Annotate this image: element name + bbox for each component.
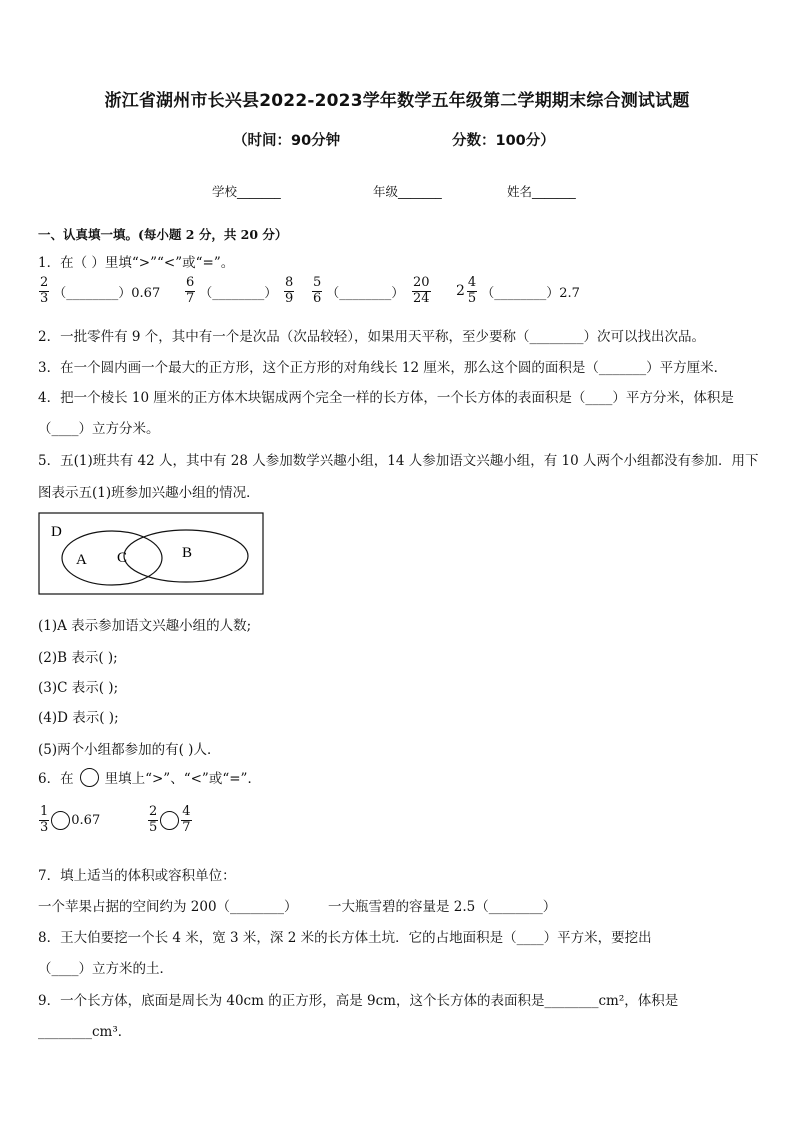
q6-item-2 bbox=[148, 805, 192, 836]
q1-blank-3[interactable]: （________） bbox=[326, 285, 405, 301]
venn-diagram bbox=[38, 512, 265, 596]
q7-text: 7．填上适当的体积或容积单位： bbox=[38, 868, 236, 884]
q5-sub-3: (3)C 表示( ); bbox=[38, 680, 119, 696]
q1-item-4 bbox=[312, 276, 404, 307]
q9-line-1: 9．一个长方体，底面是周长为 40cm 的正方形，高是 9cm，这个长方体的表面积是________cm²，体积是 bbox=[38, 993, 679, 1009]
fraction: $\frac{2}{5}$ bbox=[149, 804, 158, 835]
q4-line-2: （____）立方分米。 bbox=[38, 421, 160, 437]
q1-item-2 bbox=[185, 276, 277, 307]
section-1-heading: 一、认真填一填。(每小题 2 分，共 20 分） bbox=[38, 227, 288, 242]
circle-icon bbox=[80, 768, 99, 787]
page-title: 浙江省湖州市长兴县2022-2023学年数学五年级第二学期期末综合测试试题 bbox=[104, 91, 690, 111]
q8-line-2: （____）立方米的土． bbox=[38, 961, 173, 977]
q5-sub-5: (5)两个小组都参加的有( )人． bbox=[38, 742, 221, 758]
q6-text-a: 6．在 bbox=[38, 771, 74, 787]
fraction: $\frac{5}{6}$ bbox=[313, 275, 322, 306]
fraction: $\frac{4}{7}$ bbox=[182, 804, 191, 835]
q2-text: 2．一批零件有 9 个，其中有一个是次品（次品较轻），如果用天平称，至少要称（________）次可以找出次品。 bbox=[38, 329, 706, 345]
q6-item-1 bbox=[39, 805, 100, 836]
q6-answer-circle-1[interactable] bbox=[51, 811, 70, 830]
q1-text: 1．在（ ）里填“>”“<”或“=”。 bbox=[38, 255, 235, 271]
fraction: $\frac{8}{9}$ bbox=[285, 275, 294, 306]
q1-blank-4[interactable]: （________）2.7 bbox=[481, 285, 580, 301]
venn-label-d: D bbox=[51, 524, 62, 540]
name-field: 姓名_______ bbox=[507, 184, 576, 199]
q3-text: 3．在一个圆内画一个最大的正方形，这个正方形的对角线长 12 厘米，那么这个圆的面积是（_______）平方厘米． bbox=[38, 360, 728, 376]
q1-item-6 bbox=[456, 276, 580, 307]
q1-item-1 bbox=[39, 276, 160, 307]
school-field: 学校_______ bbox=[212, 184, 281, 199]
q1-blank-2[interactable]: （________） bbox=[199, 285, 278, 301]
exam-score: 分数：100分） bbox=[452, 133, 555, 149]
venn-label-a: A bbox=[76, 552, 87, 568]
q6-value: 0.67 bbox=[71, 812, 101, 828]
q7-line-1: 一个苹果占据的空间约为 200（________） bbox=[38, 899, 298, 915]
q6-text-b: 里填上“>”、“<”或“=”． bbox=[104, 771, 261, 787]
q5-sub-2: (2)B 表示( ); bbox=[38, 650, 118, 666]
exam-time: （时间：90分钟 bbox=[233, 133, 341, 149]
fraction: $\frac{20}{24}$ bbox=[413, 275, 430, 306]
q5-line-1: 5．五(1)班共有 42 人，其中有 28 人参加数学兴趣小组，14 人参加语文兴趣小组，有 10 人两个小组都没有参加．用下 bbox=[38, 453, 759, 469]
q5-sub-4: (4)D 表示( ); bbox=[38, 710, 119, 726]
q1-item-5 bbox=[412, 276, 431, 307]
q4-line-1: 4．把一个棱长 10 厘米的正方体木块锯成两个完全一样的长方体，一个长方体的表面积是（____）平方分米，体积是 bbox=[38, 390, 734, 406]
q5-line-2: 图表示五(1)班参加兴趣小组的情况． bbox=[38, 485, 260, 501]
q1-item-3 bbox=[284, 276, 294, 307]
q9-line-2: ________cm³． bbox=[38, 1024, 132, 1040]
q8-line-1: 8．王大伯要挖一个长 4 米，宽 3 米，深 2 米的长方体土坑．它的占地面积是（____）平方米，要挖出 bbox=[38, 930, 652, 946]
q6-text bbox=[38, 767, 261, 787]
fraction: $\frac{6}{7}$ bbox=[186, 275, 195, 306]
fraction: $\frac{2}{3}$ bbox=[40, 275, 49, 306]
whole-number: 2 bbox=[456, 283, 465, 300]
q7-line-2: 一大瓶雪碧的容量是 2.5（________） bbox=[328, 899, 557, 915]
q1-blank-1[interactable]: （________）0.67 bbox=[53, 285, 161, 301]
q5-sub-1: (1)A 表示参加语文兴趣小组的人数; bbox=[38, 618, 252, 634]
q6-answer-circle-2[interactable] bbox=[160, 811, 179, 830]
grade-field: 年级_______ bbox=[373, 184, 442, 199]
venn-label-b: B bbox=[182, 545, 193, 561]
fraction: $\frac{1}{3}$ bbox=[40, 804, 49, 835]
venn-frame bbox=[39, 513, 263, 594]
venn-label-c: C bbox=[117, 550, 128, 566]
fraction: $\frac{4}{5}$ bbox=[467, 275, 477, 306]
